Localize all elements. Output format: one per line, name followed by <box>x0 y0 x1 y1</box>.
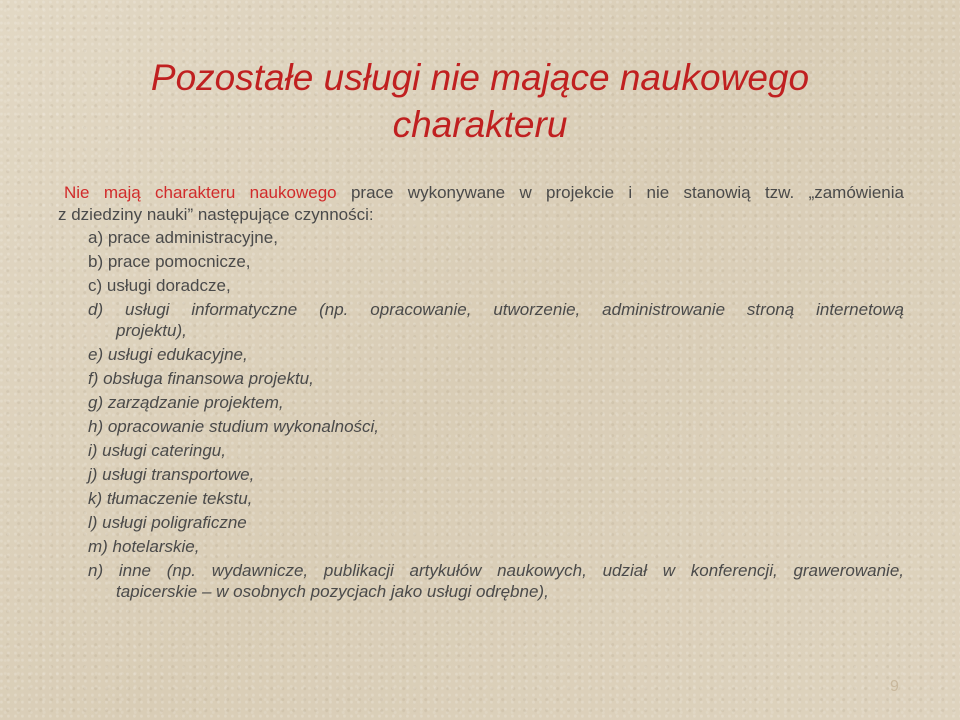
list-item: g) zarządzanie projektem, <box>88 393 284 412</box>
list-item: b) prace pomocnicze, <box>88 252 251 271</box>
list-item: a) prace administracyjne, <box>88 228 278 247</box>
intro-paragraph <box>58 182 904 226</box>
list-item: l) usługi poligraficzne <box>88 513 247 532</box>
list-item: e) usługi edukacyjne, <box>88 345 248 364</box>
list-item: i) usługi cateringu, <box>88 441 226 460</box>
intro-line2: z dziedziny nauki” następujące czynności: <box>58 205 374 224</box>
list-item-line2: projektu), <box>116 321 187 340</box>
list-item: k) tłumaczenie tekstu, <box>88 489 253 508</box>
services-list <box>88 227 904 605</box>
list-item-line2: tapicerskie – w osobnych pozycjach jako usługi odrębne), <box>116 582 549 601</box>
intro-line1-rest: prace wykonywane w projekcie i nie stanowią tzw. „zamówienia <box>336 183 904 202</box>
list-item: m) hotelarskie, <box>88 537 200 556</box>
list-item: f) obsługa finansowa projektu, <box>88 369 314 388</box>
list-item: j) usługi transportowe, <box>88 465 255 484</box>
list-item-line1: d) usługi informatyczne (np. opracowanie, utworzenie, administrowanie stroną internetową <box>88 300 904 319</box>
list-item: h) opracowanie studium wykonalności, <box>88 417 380 436</box>
page-number: 9 <box>890 678 899 695</box>
list-item <box>88 299 904 341</box>
list-item <box>88 560 904 602</box>
intro-lead: Nie mają charakteru naukowego <box>64 183 337 202</box>
list-item-line1: n) inne (np. wydawnicze, publikacji artykułów naukowych, udział w konferencji, grawerowanie, <box>88 561 904 580</box>
slide-title: Pozostałe usługi nie mające naukowego charakteru <box>150 57 810 145</box>
intro-first-line <box>58 182 904 204</box>
list-item: c) usługi doradcze, <box>88 276 231 295</box>
